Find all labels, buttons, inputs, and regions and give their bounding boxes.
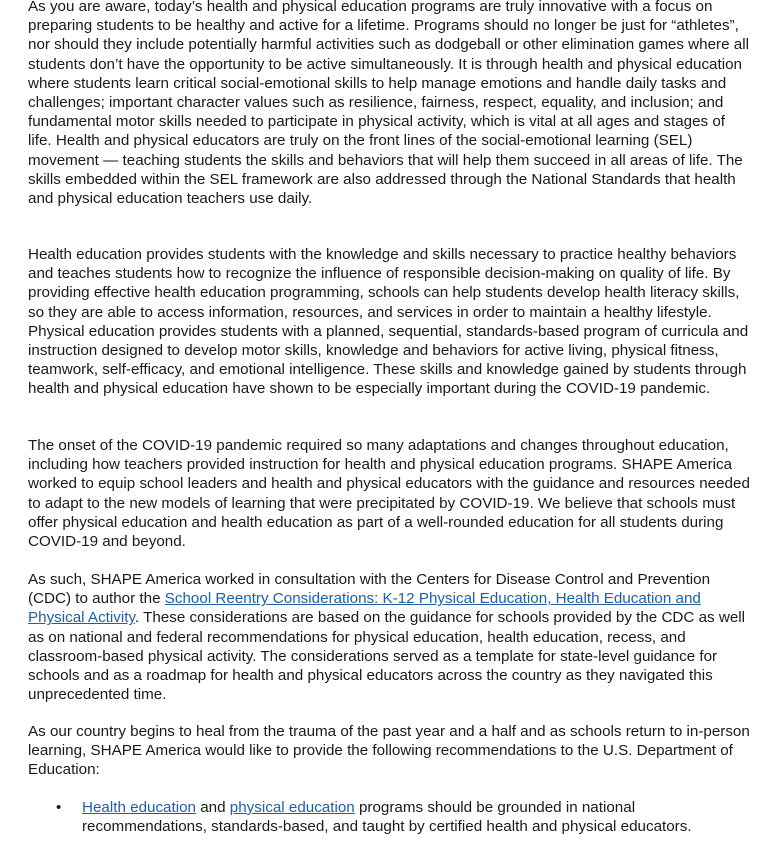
- health-education-link[interactable]: Health education: [82, 799, 196, 816]
- paragraph-covid-adaptations: [28, 436, 752, 551]
- paragraph-recommendations-intro: As our country begins to heal from the trauma of the past year and a half and as schools return to in-person learning, SHAPE America would like to provide the following recommendations to the U.S. Department of Education:: [28, 723, 750, 779]
- physical-education-link[interactable]: physical education: [229, 799, 355, 816]
- school-reentry-considerations-link[interactable]: School Reentry Considerations: K-12 Physical Education, Health Education and Physical Activity: [28, 590, 701, 627]
- paragraph-covid-text: The onset of the COVID-19 pandemic required so many adaptations and changes throughout education, including how teachers provided instruction for health and physical education programs. SHAPE America worked to equip school leaders and health and physical educators with the guidance and resources needed to adapt to the new models of learning that were precipitated by COVID-19. We believe that schools must offer physical education and health education as part of a well-rounded education for all students during COVID-19 and beyond.: [28, 437, 750, 551]
- bullet-text: [82, 798, 762, 836]
- bullet-rest-text: programs should be grounded in national recommendations, standards-based, and taught by certified health and physical educators.: [82, 799, 692, 836]
- bullet-mid-text: and: [196, 799, 230, 816]
- paragraph-reentry-considerations: [28, 570, 752, 704]
- bullet-marker: •: [56, 799, 62, 816]
- reentry-text-before: As such, SHAPE America worked in consultation with the Centers for Disease Control and Prevention (CDC) to author the: [28, 571, 711, 608]
- paragraph-health-education: Health education provides students with the knowledge and skills necessary to practice healthy behaviors and teaches students how to recognize the influence of responsible decision-making on quality of life. By providing effective health education programming, schools can help students develop health literacy skills, so they are able to access information, resources, and services in order to maintain a healthy lifestyle. Physical education provides students with a planned, sequential, standards-based program of curricula and instruction designed to develop motor skills, knowledge and behaviors for active living, physical fitness, teamwork, self-efficacy, and emotional intelligence. These skills and knowledge gained by students through health and physical education have shown to be especially important during the COVID-19 pandemic.: [28, 246, 749, 398]
- paragraph-intro: As you are aware, today’s health and physical education programs are truly innovative with a focus on preparing students to be healthy and active for a lifetime. Programs should no longer be just for “athletes”, nor should they include potentially harmful activities such as dodgeball or other elimination games where all students don’t have the opportunity to be active simultaneously. It is through health and physical education where students learn critical social-emotional skills to help manage emotions and handle daily tasks and challenges; important character values such as resilience, fairness, respect, equality, and inclusion; and fundamental motor skills needed to participate in physical activity, which is vital at all ages and stages of life. Health and physical educators are truly on the front lines of the social-emotional learning (SEL) movement — teaching students the skills and behaviors that will help them succeed in all areas of life. The skills embedded within the SEL framework are also addressed through the National Standards that health and physical education teachers use daily.: [28, 0, 749, 208]
- reentry-text-after: . These considerations are based on the guidance for schools provided by the CDC as well as on national and federal recommendations for physical education, health education, recess, and classroom-based physical activity. The considerations served as a template for state-level guidance for schools and as a roadmap for health and physical educators across the country as they navigated this unprecedented time.: [28, 609, 746, 704]
